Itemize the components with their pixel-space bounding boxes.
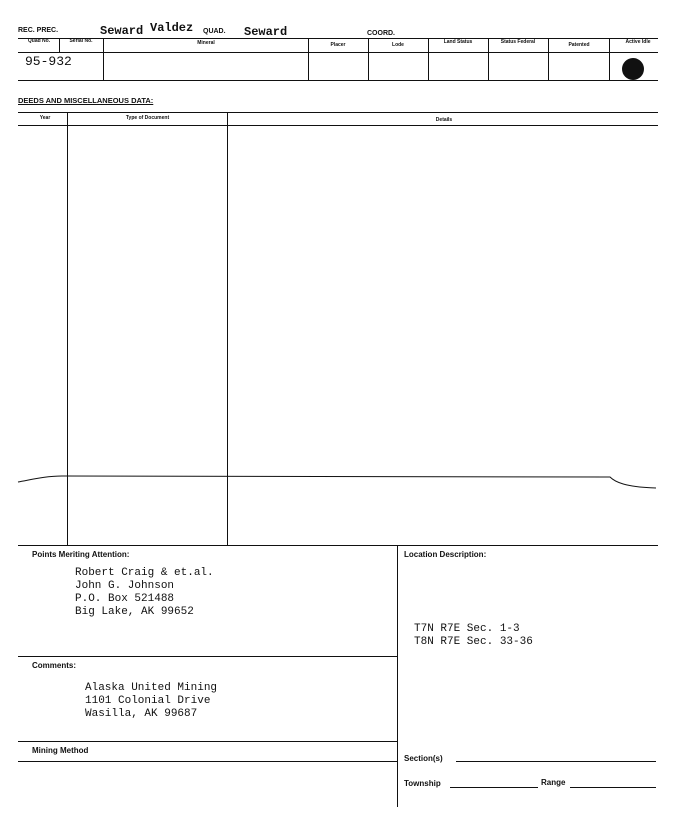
- col-divider: [609, 38, 610, 80]
- col-patented: Patented: [568, 42, 590, 48]
- deeds-bottom-rule: [18, 545, 658, 546]
- township-field-line[interactable]: [450, 787, 538, 788]
- col-divider: [103, 38, 104, 80]
- col-placer: Placer: [330, 42, 346, 48]
- deeds-top-rule: [18, 112, 658, 113]
- col-details: Details: [435, 117, 453, 123]
- quad-serial-value: 95-932: [25, 54, 72, 69]
- sections-label: Section(s): [404, 754, 443, 763]
- points-line: Big Lake, AK 99652: [75, 606, 194, 618]
- quad-label: QUAD.: [203, 28, 226, 35]
- rec-prec-value: Seward: [100, 24, 144, 38]
- location-description-label: Location Description:: [404, 550, 487, 559]
- mining-method-label: Mining Method: [32, 746, 89, 755]
- rec-prec-label: REC. PREC.: [18, 27, 59, 34]
- deeds-title: DEEDS AND MISCELLANEOUS DATA:: [18, 96, 154, 105]
- col-serial-no: Serial No.: [69, 38, 93, 44]
- points-line: John G. Johnson: [75, 580, 175, 592]
- comments-line: Alaska United Mining: [85, 682, 218, 694]
- location-line: T7N R7E Sec. 1-3: [414, 623, 520, 635]
- deeds-header-rule: [18, 125, 658, 126]
- quad-value: Seward: [244, 25, 288, 39]
- col-year: Year: [39, 115, 51, 121]
- col-divider: [368, 38, 369, 80]
- col-status-federal: Status Federal: [500, 39, 536, 45]
- header-bottom-rule: [18, 80, 658, 81]
- col-quad-no: Quad No.: [27, 38, 51, 44]
- header-subrule: [18, 52, 658, 53]
- points-line: Robert Craig & et.al.: [75, 567, 214, 579]
- col-divider: [488, 38, 489, 80]
- active-marker-dot: [622, 58, 644, 80]
- comments-line: 1101 Colonial Drive: [85, 695, 211, 707]
- col-divider: [548, 38, 549, 80]
- location-line: T8N R7E Sec. 33-36: [414, 636, 533, 648]
- col-type-of-document: Type of Document: [125, 115, 170, 121]
- coord-label: COORD.: [367, 30, 395, 37]
- mining-method-bottom-rule: [18, 761, 397, 762]
- header-rule: [18, 38, 658, 39]
- township-label: Township: [404, 779, 441, 788]
- range-label: Range: [541, 778, 566, 787]
- lower-divider: [397, 545, 398, 807]
- col-mineral: Mineral: [197, 40, 215, 46]
- col-active-idle: Active Idle: [625, 39, 651, 45]
- page-fold-line: [0, 470, 678, 494]
- points-line: P.O. Box 521488: [75, 593, 175, 605]
- comments-line: Wasilla, AK 99687: [85, 708, 198, 720]
- comments-top-rule: [18, 656, 397, 657]
- mining-method-top-rule: [18, 741, 397, 742]
- col-land-status: Land Status: [443, 39, 473, 45]
- sections-field-line[interactable]: [456, 761, 656, 762]
- col-divider: [308, 38, 309, 80]
- range-field-line[interactable]: [570, 787, 656, 788]
- district-value: Valdez: [150, 21, 194, 35]
- col-lode: Lode: [392, 42, 404, 48]
- comments-label: Comments:: [32, 661, 77, 670]
- col-divider: [428, 38, 429, 80]
- points-meriting-attention-label: Points Meriting Attention:: [32, 550, 130, 559]
- col-divider: [59, 38, 60, 52]
